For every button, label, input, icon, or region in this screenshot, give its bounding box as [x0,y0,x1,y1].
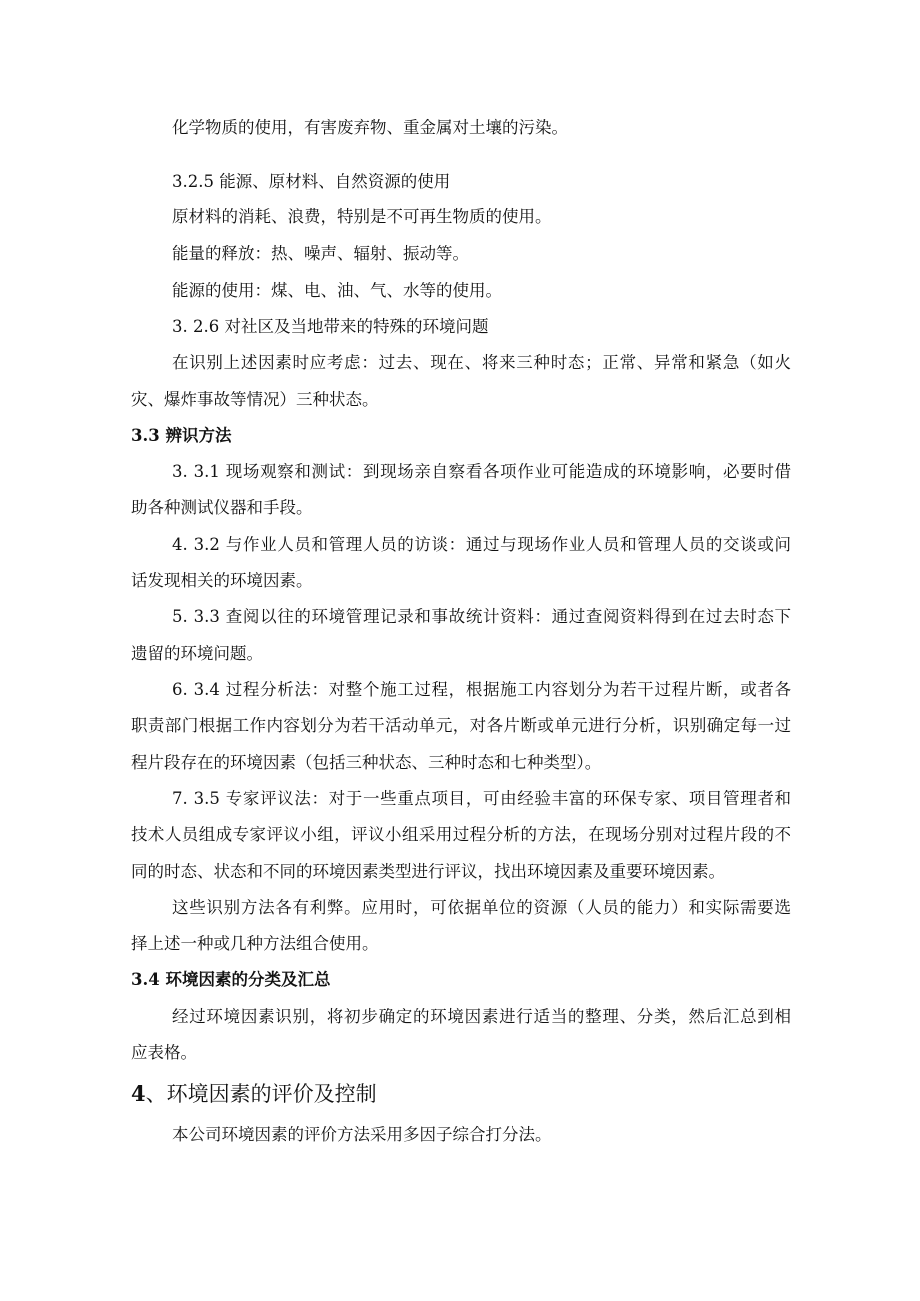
method-item-continuation: 程片段存在的环境因素（包括三种状态、三种时态和七种类型）。 [131,753,602,772]
chapter-title: 、环境因素的评价及控制 [145,1082,377,1106]
subsection-heading-3-2-5: 3.2.5 能源、原材料、自然资源的使用 [172,172,451,191]
text-line: 原材料的消耗、浪费，特别是不可再生物质的使用。 [172,207,552,226]
section-heading-3-3: 3.3 辨识方法 [131,426,232,445]
text-line: 能量的释放：热、噪声、辐射、振动等。 [172,244,469,263]
method-item-continuation: 职责部门根据工作内容划分为若干活动单元，对各片断或单元进行分析，识别确定每一过 [131,716,791,735]
method-item-continuation: 话发现相关的环境因素。 [131,571,313,590]
paragraph-line: 这些识别方法各有利弊。应用时，可依据单位的资源（人员的能力）和实际需要选 [172,898,791,917]
paragraph-line: 在识别上述因素时应考虑：过去、现在、将来三种时态；正常、异常和紧急（如火 [172,353,791,372]
chapter-number: 4 [131,1081,146,1106]
paragraph-line: 本公司环境因素的评价方法采用多因子综合打分法。 [172,1125,552,1144]
method-item-continuation: 助各种测试仪器和手段。 [131,498,313,517]
method-item-continuation: 遗留的环境问题。 [131,644,263,663]
paragraph-line: 灾、爆炸事故等情况）三种状态。 [131,390,379,409]
section-heading-3-4: 3.4 环境因素的分类及汇总 [131,970,331,989]
method-item: 6. 3.4 过程分析法：对整个施工过程，根据施工内容划分为若干过程片断，或者各 [172,680,791,699]
method-item: 4. 3.2 与作业人员和管理人员的访谈：通过与现场作业人员和管理人员的交谈或问 [172,535,791,554]
paragraph-line: 经过环境因素识别，将初步确定的环境因素进行适当的整理、分类，然后汇总到相 [172,1007,791,1026]
method-item: 7. 3.5 专家评议法：对于一些重点项目，可由经验丰富的环保专家、项目管理者和 [172,789,791,808]
paragraph-line: 应表格。 [131,1043,197,1062]
method-item-continuation: 技术人员组成专家评议小组，评议小组采用过程分析的方法，在现场分别对过程片段的不 [131,825,791,844]
method-item: 3. 3.1 现场观察和测试：到现场亲自察看各项作业可能造成的环境影响，必要时借 [172,462,791,481]
text-line: 化学物质的使用，有害废弃物、重金属对土壤的污染。 [172,118,568,137]
method-item-continuation: 同的时态、状态和不同的环境因素类型进行评议，找出环境因素及重要环境因素。 [131,862,725,881]
chapter-heading-4 [131,1080,377,1108]
text-line: 能源的使用：煤、电、油、气、水等的使用。 [172,281,502,300]
subsection-heading-3-2-6: 3. 2.6 对社区及当地带来的特殊的环境问题 [172,317,489,336]
paragraph-line: 择上述一种或几种方法组合使用。 [131,934,379,953]
method-item: 5. 3.3 查阅以往的环境管理记录和事故统计资料：通过查阅资料得到在过去时态下 [172,607,791,626]
